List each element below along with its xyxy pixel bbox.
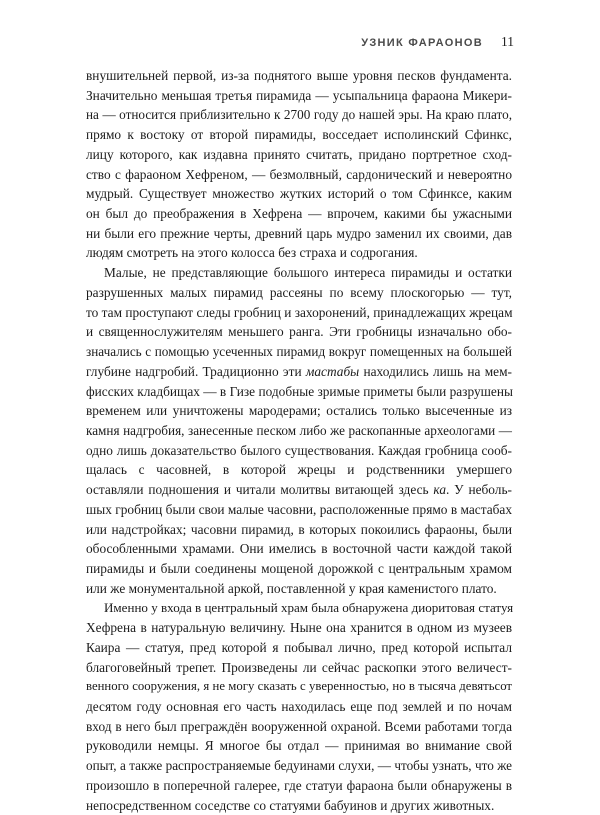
text-line: временем или уничтожены мародерами; остались только высеченные из (86, 403, 512, 419)
running-title: УЗНИК ФАРАОНОВ (361, 37, 483, 49)
text-line: разрушенных малых пирамид рассеяны по всему плоскогорью — тут, (86, 284, 512, 300)
text-line: ство с фараоном Хефреном, — безмолвный, сардонический и невероятно (86, 166, 512, 182)
text-line: Именно у входа в центральный храм была обнаружена диоритовая статуя (104, 600, 514, 616)
text-line: прямо к востоку от второй пирамиды, восседает исполинский Сфинкс, (86, 127, 512, 143)
text-line: руководили немцы. Я многое бы отдал — принимая во внимание свой (86, 738, 512, 754)
text-line: Каира — статуя, пред которой я побывал лично, пред которой испытал (86, 639, 512, 655)
text-line: лицу которого, как издавна принято считать, придано портретное сход- (86, 146, 512, 162)
text-segment: оставляли подношения и читали молитвы витающей здесь (86, 482, 429, 498)
text-segment: находились лишь на мем- (363, 363, 512, 379)
text-line: то там проступают следы гробниц и захоронений, принадлежащих жрецам (86, 304, 513, 320)
text-line: вход в него был преграждён вооруженной охраной. Всеми работами тогда (86, 718, 512, 734)
text-line: Хефрена в натуральную величину. Ныне она хранится в одном из музеев (86, 620, 512, 636)
text-line: венного сооружения, я не могу сказать с уверенностью, но в тысяча девятьсот (86, 679, 512, 694)
text-line: опыт, а также распространяемые бедуинами слухи, — чтобы узнать, что же (86, 758, 512, 774)
text-line: произошло в поперечной галерее, где статуи фараона были обнаружены в (86, 777, 512, 793)
text-line: одно лишь доказательство былого существования. Каждая гробница сооб- (86, 442, 512, 458)
running-head (361, 34, 514, 50)
text-line-mixed (86, 480, 512, 500)
text-line: или надстройках; часовни пирамид, в которых покоились фараоны, были (86, 521, 512, 537)
text-line: благоговейный трепет. Произведены ли сейчас раскопки этого величест- (86, 659, 512, 675)
text-line: и священнослужителям меньшего ранга. Эти гробницы изначально обо- (86, 324, 512, 340)
paragraph-2 (86, 263, 512, 598)
text-line: Малые, не представляющие большого интереса пирамиды и остатки (104, 265, 512, 281)
text-line: значались с помощью усеченных пирамид вокруг помещенных на большей (86, 344, 512, 360)
text-line: мудрый. Существует множество жутких историй о том Сфинксе, каким (86, 186, 512, 202)
italic-term: ка (433, 482, 447, 498)
text-line: пирамиды и были соединены мощеной дорожкой с центральным храмом (86, 560, 512, 576)
text-segment: . У неболь- (446, 482, 512, 498)
text-segment: глубине надгробий. Традиционно эти (86, 363, 302, 379)
text-line: на — относится приблизительно к 2700 году до нашей эры. На краю плато, (86, 107, 512, 123)
text-line: фисских кладбищах — в Гизе подобные зримые приметы были разрушены (86, 383, 513, 399)
text-line: ни были его прежние черты, древний царь мудро заменил их своими, дав (86, 225, 512, 241)
text-line: внушительней первой, из-за поднятого выше уровня песков фундамента. (86, 68, 512, 83)
text-line-mixed (86, 362, 512, 382)
text-line: шых гробниц были свои малые часовни, расположенные прямо в мастабах (86, 501, 512, 517)
text-line: Значительно меньшая третья пирамида — усыпальница фараона Микери- (86, 87, 512, 103)
text-line: щалась с часовней, в которой жрецы и родственники умершего (86, 462, 512, 478)
text-line: непосредственном соседстве со статуями бабуинов и других животных. (86, 797, 495, 813)
page-number: 11 (501, 34, 514, 49)
paragraph-1 (86, 66, 512, 263)
text-line: или же монументальной аркой, поставленной у края каменистого плато. (86, 580, 497, 596)
text-line: десятом году основная его часть находилась еще под землей и по ночам (86, 699, 512, 714)
text-line: камня надгробия, занесенные песком либо же раскопанные археологами — (86, 422, 512, 438)
paragraph-3 (86, 598, 512, 815)
body-text (86, 66, 512, 815)
text-line: он был до преображения в Хефрена — впрочем, какими бы ужасными (86, 206, 512, 222)
text-line: людям смотреть на этого колосса без страха и содрогания. (86, 245, 418, 261)
text-line: обособленными храмами. Они имелись в восточной части каждой такой (86, 541, 512, 557)
italic-term: мастабы (305, 363, 360, 379)
